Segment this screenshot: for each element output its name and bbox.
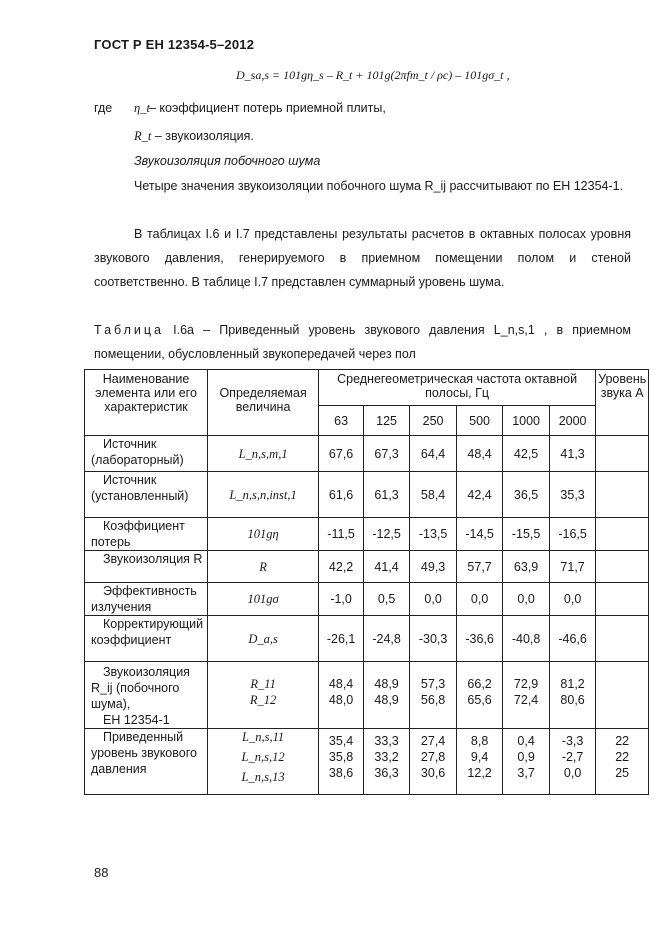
row-value: 42,5 — [503, 436, 550, 472]
value: 72,9 — [513, 677, 539, 691]
value: 48,9 — [374, 677, 399, 691]
row-value: 41,4 — [364, 551, 410, 583]
quantity-symbol: L_n,s,13 — [241, 770, 285, 784]
row-value: 64,4 — [410, 436, 457, 472]
header-frequency-group: Среднегеометрическая частота октавной полосы, Гц — [319, 370, 596, 406]
row-value: 0,0 — [503, 583, 550, 616]
eta-definition: – коэффициент потерь приемной плиты, — [149, 101, 386, 115]
row-level — [596, 472, 649, 518]
value: 27,4 — [420, 734, 446, 748]
value: 0,9 — [517, 750, 535, 764]
header-freq-500: 500 — [457, 406, 503, 436]
header-freq-250: 250 — [410, 406, 457, 436]
value: 57,3 — [420, 677, 446, 691]
table-row — [85, 518, 649, 551]
row-value — [319, 729, 364, 795]
row-name — [85, 662, 208, 729]
row-value: -11,5 — [319, 518, 364, 551]
row-value: 48,4 — [457, 436, 503, 472]
value: 81,2 — [560, 677, 585, 691]
paragraph-2: В таблицах I.6 и I.7 представлены результаты расчетов в октавных полосах уровня звукового давления, генерируемого в приемном помещении полом и стеной соответственно. В таблице I.7 представлен суммарный уровень шума. — [94, 227, 631, 289]
row-quantity: L_n,s,m,1 — [208, 436, 319, 472]
row-value — [319, 662, 364, 729]
row-name: Эффективность излучения — [85, 583, 208, 616]
row-value: -16,5 — [550, 518, 596, 551]
row-value: 57,7 — [457, 551, 503, 583]
row-value: 35,3 — [550, 472, 596, 518]
row-value: 0,0 — [457, 583, 503, 616]
table-row — [85, 472, 649, 518]
row-level — [596, 436, 649, 472]
row-value: 63,9 — [503, 551, 550, 583]
row-value — [550, 729, 596, 795]
row-quantity: 101gη — [208, 518, 319, 551]
rt-symbol: R_t — [134, 129, 152, 143]
table-row — [85, 583, 649, 616]
row-level — [596, 551, 649, 583]
row-value: 67,6 — [319, 436, 364, 472]
row-level — [596, 729, 649, 795]
where-prefix: где — [94, 101, 113, 115]
row-value: -26,1 — [319, 616, 364, 662]
quantity-symbol: R_11 — [250, 677, 276, 691]
row-value — [503, 662, 550, 729]
table-row — [85, 551, 649, 583]
value: 35,8 — [328, 750, 354, 764]
row-value — [457, 662, 503, 729]
value: 27,8 — [420, 750, 446, 764]
sound-level-table — [84, 369, 649, 795]
row-value: 41,3 — [550, 436, 596, 472]
value: 0,0 — [563, 766, 582, 780]
header-freq-1000: 1000 — [503, 406, 550, 436]
value: 33,2 — [374, 750, 399, 764]
value: 36,3 — [374, 766, 399, 780]
row-name: Корректирующий коэффициент — [85, 616, 208, 662]
row-quantity: 101gσ — [208, 583, 319, 616]
row-value: 71,7 — [550, 551, 596, 583]
row-value: -12,5 — [364, 518, 410, 551]
value: 48,0 — [328, 693, 354, 707]
row-value: 67,3 — [364, 436, 410, 472]
row-value — [410, 729, 457, 795]
value: 48,9 — [374, 693, 399, 707]
row-value: 42,2 — [319, 551, 364, 583]
quantity-symbol: L_n,s,12 — [241, 750, 285, 764]
quantity-symbol: L_n,s,11 — [242, 730, 285, 744]
row-quantity: R — [208, 551, 319, 583]
table-row-result — [85, 729, 649, 795]
row-value: 36,5 — [503, 472, 550, 518]
row-name: Звукоизоляция R — [85, 551, 208, 583]
row-level — [596, 616, 649, 662]
value: 65,6 — [467, 693, 492, 707]
value: -2,7 — [561, 750, 584, 764]
table-row — [85, 616, 649, 662]
row-value: 58,4 — [410, 472, 457, 518]
rt-definition: – звукоизоляция. — [151, 129, 254, 143]
row-value: 61,3 — [364, 472, 410, 518]
header-freq-63: 63 — [319, 406, 364, 436]
header-quantity: Определяемая величина — [208, 370, 319, 436]
row-value: -14,5 — [457, 518, 503, 551]
value: 35,4 — [328, 734, 354, 748]
row-value: -46,6 — [550, 616, 596, 662]
table-row-flanking — [85, 662, 649, 729]
row-value: 49,3 — [410, 551, 457, 583]
definition-rt — [134, 124, 254, 148]
row-value: 42,4 — [457, 472, 503, 518]
formula-text: D_sa,s = 101gη_s – R_t + 101g(2πfm_t / ρc) – 101gσ_t , — [236, 68, 510, 82]
flanking-name: Звукоизоляция R_ij (побочного шума), — [91, 665, 190, 711]
value: 56,8 — [420, 693, 446, 707]
quantity-symbol: R_12 — [249, 693, 277, 707]
caption-text: I.6а – Приведенный уровень звукового давления L_n,s,1 , в приемном помещении, обусловленный звукопередачей через пол — [94, 323, 631, 361]
level-value: 22 — [615, 734, 630, 748]
value: 8,8 — [470, 734, 489, 748]
value: 72,4 — [513, 693, 539, 707]
row-quantity: D_a,s — [208, 616, 319, 662]
document-header: ГОСТ Р ЕН 12354-5–2012 — [94, 37, 255, 52]
value: 48,4 — [328, 677, 354, 691]
row-value: -15,5 — [503, 518, 550, 551]
value: 9,4 — [470, 750, 489, 764]
row-value — [364, 662, 410, 729]
table-caption — [94, 318, 631, 366]
value: 66,2 — [467, 677, 492, 691]
row-name: Коэффициент потерь — [85, 518, 208, 551]
value: 12,2 — [467, 766, 492, 780]
value: -3,3 — [561, 734, 584, 748]
row-level — [596, 583, 649, 616]
formula-d-sas — [236, 68, 510, 83]
row-value — [503, 729, 550, 795]
paragraph-1: Четыре значения звукоизоляции побочного шума R_ij рассчитывают по ЕН 12354-1. — [134, 179, 624, 193]
row-value: -40,8 — [503, 616, 550, 662]
row-value: -30,3 — [410, 616, 457, 662]
definition-eta — [94, 96, 386, 120]
flanking-standard: ЕН 12354-1 — [103, 713, 170, 727]
row-value: 0,0 — [550, 583, 596, 616]
value: 3,7 — [517, 766, 535, 780]
value: 38,6 — [328, 766, 354, 780]
row-value: 61,6 — [319, 472, 364, 518]
row-level — [596, 518, 649, 551]
header-freq-2000: 2000 — [550, 406, 596, 436]
value: 80,6 — [560, 693, 585, 707]
row-value — [550, 662, 596, 729]
level-value: 25 — [615, 766, 630, 780]
row-value: -1,0 — [319, 583, 364, 616]
row-value — [364, 729, 410, 795]
header-name: Наименование элемента или его характеристик — [85, 370, 208, 436]
value: 0,4 — [517, 734, 535, 748]
row-value: -36,6 — [457, 616, 503, 662]
row-value: 0,0 — [410, 583, 457, 616]
row-name: Источник (лабораторный) — [85, 436, 208, 472]
row-value: 0,5 — [364, 583, 410, 616]
caption-label: Таблица — [94, 323, 165, 337]
row-value: -24,8 — [364, 616, 410, 662]
header-level: Уровень звука A — [596, 370, 649, 436]
header-freq-125: 125 — [364, 406, 410, 436]
row-quantity — [208, 729, 319, 795]
subheading: Звукоизоляция побочного шума — [134, 154, 321, 168]
table-row — [85, 436, 649, 472]
row-name: Приведенный уровень звукового давления — [85, 729, 208, 795]
row-name: Источник (установленный) — [85, 472, 208, 518]
row-value: -13,5 — [410, 518, 457, 551]
row-value — [457, 729, 503, 795]
level-value: 22 — [615, 750, 630, 764]
row-quantity: L_n,s,n,inst,1 — [208, 472, 319, 518]
page-number: 88 — [94, 865, 109, 880]
value: 30,6 — [420, 766, 446, 780]
row-level — [596, 662, 649, 729]
row-quantity — [208, 662, 319, 729]
value: 33,3 — [374, 734, 399, 748]
row-value — [410, 662, 457, 729]
eta-symbol: η_t — [134, 101, 150, 115]
